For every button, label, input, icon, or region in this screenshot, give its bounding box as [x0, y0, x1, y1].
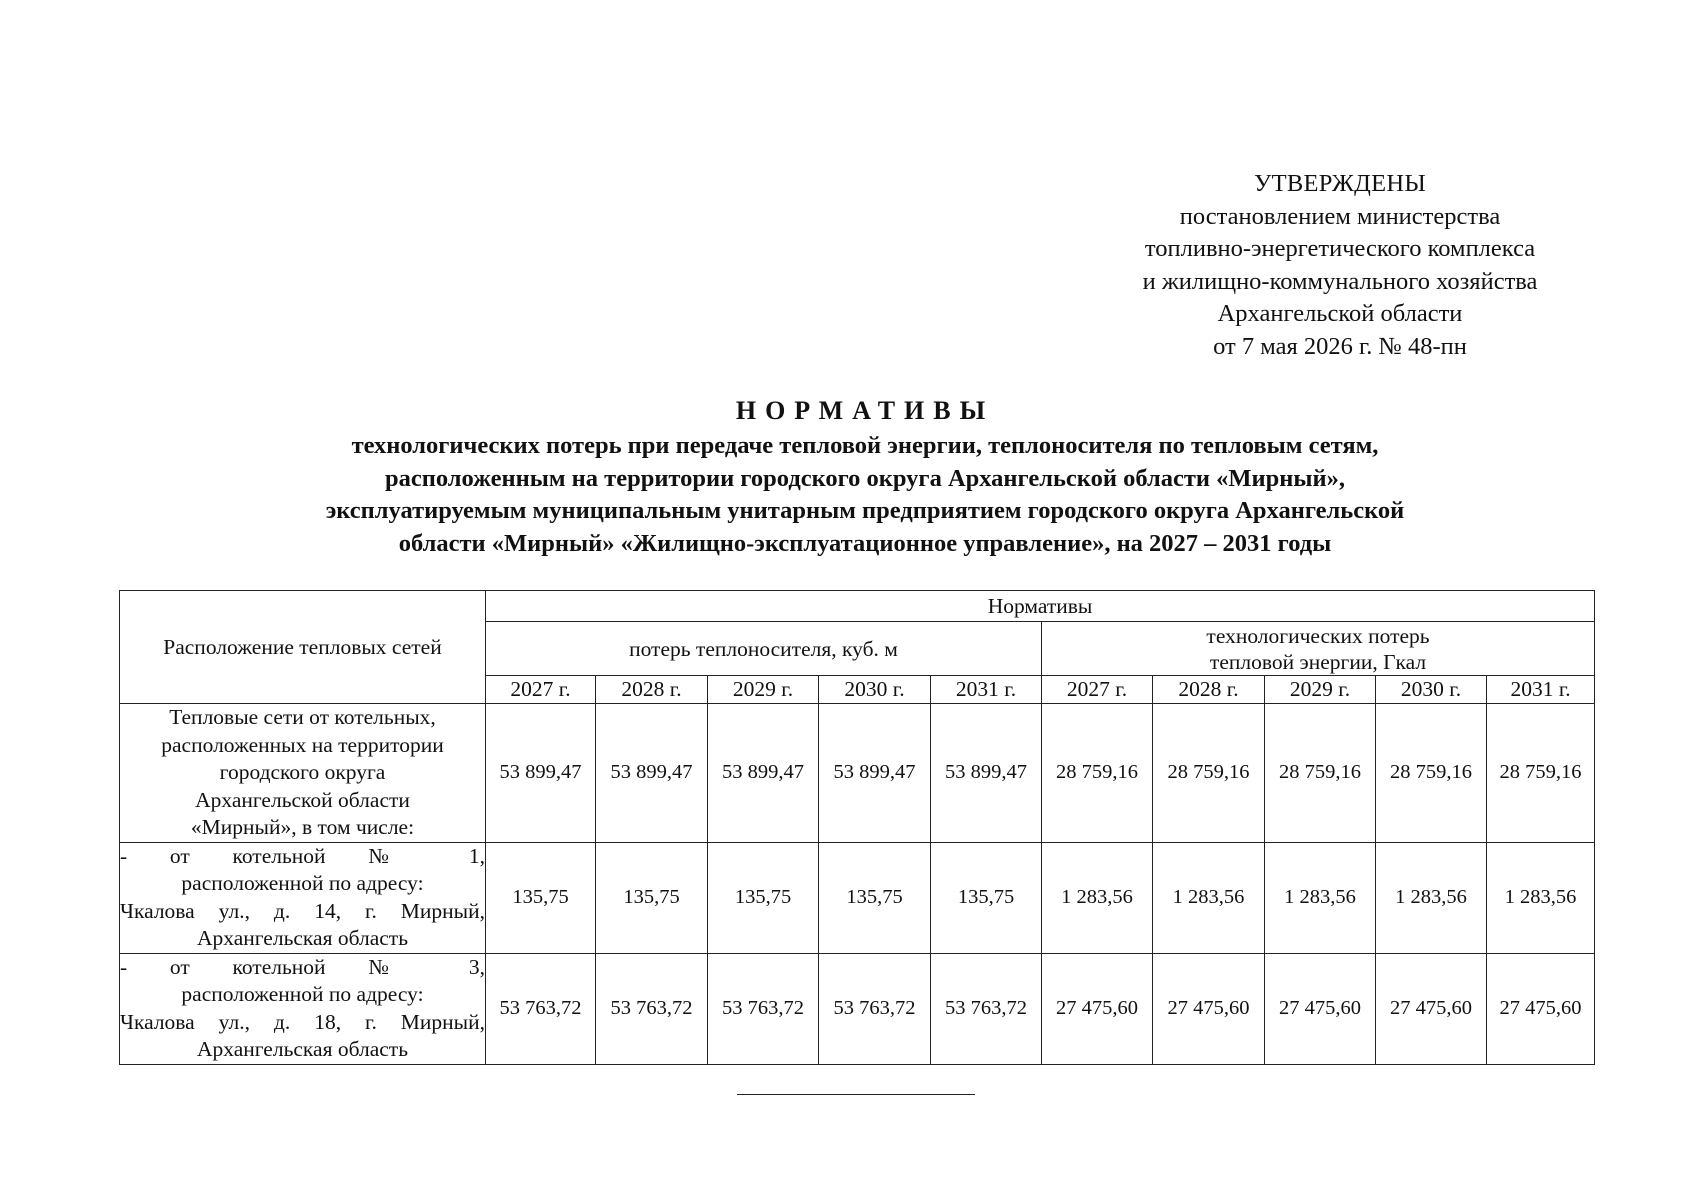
- value-cell: 53 899,47: [931, 704, 1042, 843]
- location-line: - от котельной № 1,: [120, 843, 485, 868]
- location-line: Чкалова ул., д. 14, г. Мирный,: [120, 898, 485, 923]
- year-header: 2028 г.: [596, 676, 708, 704]
- location-cell: [120, 704, 486, 843]
- year-header: 2030 г.: [1376, 676, 1487, 704]
- coolant-loss-group-header: потерь теплоносителя, куб. м: [486, 622, 1042, 676]
- value-cell: 1 283,56: [1153, 842, 1265, 953]
- value-cell: 28 759,16: [1487, 704, 1595, 843]
- location-line: городского округа: [219, 760, 386, 784]
- value-cell: 53 763,72: [931, 953, 1042, 1064]
- location-line: Тепловые сети от котельных,: [169, 705, 436, 729]
- value-cell: 27 475,60: [1487, 953, 1595, 1064]
- header-row-norms: [120, 591, 1595, 622]
- year-header: 2030 г.: [819, 676, 931, 704]
- value-cell: 53 763,72: [819, 953, 931, 1064]
- table-row: [120, 704, 1595, 843]
- approval-line: топливно-энергетического комплекса: [1144, 235, 1536, 262]
- value-cell: 1 283,56: [1376, 842, 1487, 953]
- approval-line: и жилищно-коммунального хозяйства: [1142, 267, 1538, 295]
- value-cell: 28 759,16: [1042, 704, 1153, 843]
- location-cell: [120, 953, 486, 1064]
- location-line: Архангельская область: [196, 926, 409, 950]
- value-cell: 135,75: [708, 842, 819, 953]
- location-column-header: Расположение тепловых сетей: [120, 591, 486, 704]
- value-cell: 53 899,47: [596, 704, 708, 843]
- value-cell: 53 763,72: [486, 953, 596, 1064]
- value-cell: 53 899,47: [708, 704, 819, 843]
- location-line: Архангельской области: [195, 787, 410, 812]
- value-cell: 53 763,72: [596, 953, 708, 1064]
- subtitle-line: эксплуатируемым муниципальным унитарным предприятием городского округа Архангельской: [325, 497, 1405, 524]
- value-cell: 1 283,56: [1265, 842, 1376, 953]
- approval-block: [1100, 168, 1580, 363]
- value-cell: 1 283,56: [1487, 842, 1595, 953]
- subtitle-line: области «Мирный» «Жилищно-эксплуатационное управление», на 2027 – 2031 годы: [398, 529, 1332, 557]
- approval-date-number: от 7 мая 2026 г. № 48-пн: [1213, 332, 1467, 360]
- document-title: НОРМАТИВЫ: [735, 396, 995, 425]
- value-cell: 27 475,60: [1265, 953, 1376, 1064]
- group-header-line: тепловой энергии, Гкал: [1209, 649, 1427, 674]
- approval-heading: УТВЕРЖДЕНЫ: [1253, 170, 1427, 197]
- year-header: 2027 г.: [486, 676, 596, 704]
- value-cell: 28 759,16: [1153, 704, 1265, 843]
- year-header: 2027 г.: [1042, 676, 1153, 704]
- value-cell: 27 475,60: [1376, 953, 1487, 1064]
- value-cell: 28 759,16: [1265, 704, 1376, 843]
- location-line: расположенной по адресу:: [181, 982, 424, 1006]
- location-line: - от котельной № 3,: [120, 954, 485, 979]
- location-line: «Мирный», в том числе:: [190, 815, 415, 839]
- value-cell: 135,75: [819, 842, 931, 953]
- value-cell: 53 899,47: [819, 704, 931, 843]
- value-cell: 135,75: [931, 842, 1042, 953]
- location-line: расположенных на территории: [161, 732, 444, 757]
- value-cell: 1 283,56: [1042, 842, 1153, 953]
- closing-rule-line: [737, 1094, 975, 1095]
- year-header: 2029 г.: [708, 676, 819, 704]
- subtitle-line: технологических потерь при передаче тепловой энергии, теплоносителя по тепловым сетям,: [351, 432, 1379, 459]
- value-cell: 135,75: [596, 842, 708, 953]
- location-cell: [120, 842, 486, 953]
- approval-line: Архангельской области: [1217, 300, 1463, 327]
- year-header: 2029 г.: [1265, 676, 1376, 704]
- year-header: 2028 г.: [1153, 676, 1265, 704]
- value-cell: 27 475,60: [1042, 953, 1153, 1064]
- table-row: [120, 842, 1595, 953]
- value-cell: 27 475,60: [1153, 953, 1265, 1064]
- year-header: 2031 г.: [931, 676, 1042, 704]
- approval-line: постановлением министерства: [1179, 202, 1501, 230]
- table-row: [120, 953, 1595, 1064]
- location-line: Чкалова ул., д. 18, г. Мирный,: [120, 1009, 485, 1034]
- value-cell: 135,75: [486, 842, 596, 953]
- norms-header: Нормативы: [486, 591, 1595, 622]
- norms-table: [119, 590, 1595, 1065]
- location-line: Архангельская область: [196, 1037, 409, 1061]
- value-cell: 53 763,72: [708, 953, 819, 1064]
- location-line: расположенной по адресу:: [181, 871, 424, 895]
- subtitle-line: расположенным на территории городского округа Архангельской области «Мирный»,: [385, 464, 1345, 492]
- value-cell: 28 759,16: [1376, 704, 1487, 843]
- year-header: 2031 г.: [1487, 676, 1595, 704]
- document-subtitle: [200, 430, 1530, 560]
- value-cell: 53 899,47: [486, 704, 596, 843]
- group-header-line: технологических потерь: [1206, 623, 1430, 648]
- heat-loss-group-header: [1042, 622, 1595, 676]
